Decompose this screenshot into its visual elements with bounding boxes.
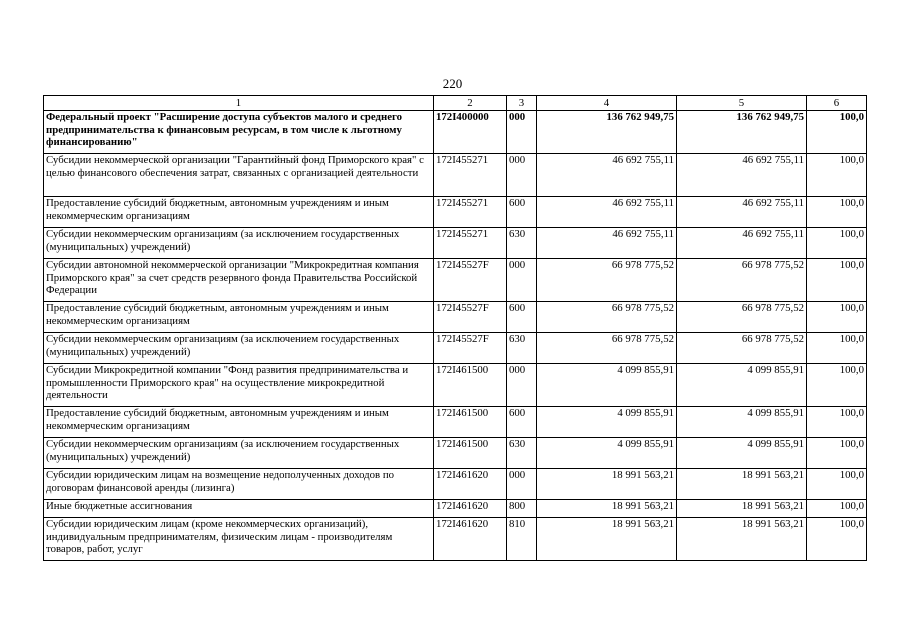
expense-type-code: 810 [507, 518, 537, 561]
row-description: Субсидии Микрокредитной компании "Фонд развития предпринимательства и промышленности Приморского края" на осуществление микрокредитной деятельности [44, 364, 434, 407]
percent-col6: 100,0 [807, 469, 867, 500]
percent-col6: 100,0 [807, 111, 867, 154]
header-row [44, 96, 867, 111]
amount-col4: 4 099 855,91 [537, 407, 677, 438]
expense-type-code: 000 [507, 469, 537, 500]
amount-col4: 66 978 775,52 [537, 333, 677, 364]
column-header: 5 [677, 96, 807, 111]
expense-type-code: 000 [507, 154, 537, 197]
target-article-code: 172I461500 [434, 438, 507, 469]
expense-type-code: 630 [507, 228, 537, 259]
table-body [44, 96, 867, 561]
amount-col4: 18 991 563,21 [537, 518, 677, 561]
amount-col4: 46 692 755,11 [537, 228, 677, 259]
amount-col5: 66 978 775,52 [677, 259, 807, 302]
row-description: Субсидии автономной некоммерческой организации "Микрокредитная компания Приморского края" за счет средств резервного фонда Правительства Российской Федерации [44, 259, 434, 302]
amount-col5: 18 991 563,21 [677, 500, 807, 518]
table-row [44, 438, 867, 469]
percent-col6: 100,0 [807, 518, 867, 561]
percent-col6: 100,0 [807, 438, 867, 469]
expense-type-code: 630 [507, 333, 537, 364]
expense-type-code: 800 [507, 500, 537, 518]
amount-col5: 4 099 855,91 [677, 364, 807, 407]
percent-col6: 100,0 [807, 197, 867, 228]
expense-type-code: 000 [507, 111, 537, 154]
expense-type-code: 000 [507, 259, 537, 302]
amount-col5: 66 978 775,52 [677, 333, 807, 364]
column-header: 4 [537, 96, 677, 111]
percent-col6: 100,0 [807, 259, 867, 302]
expense-type-code: 600 [507, 302, 537, 333]
table-row [44, 111, 867, 154]
amount-col4: 18 991 563,21 [537, 469, 677, 500]
table-row [44, 469, 867, 500]
amount-col4: 46 692 755,11 [537, 154, 677, 197]
percent-col6: 100,0 [807, 154, 867, 197]
target-article-code: 172I455271 [434, 197, 507, 228]
amount-col4: 46 692 755,11 [537, 197, 677, 228]
expense-type-code: 600 [507, 407, 537, 438]
amount-col5: 46 692 755,11 [677, 197, 807, 228]
row-description: Субсидии юридическим лицам на возмещение недополученных доходов по договорам финансовой аренды (лизинга) [44, 469, 434, 500]
expense-type-code: 630 [507, 438, 537, 469]
table-row [44, 259, 867, 302]
row-description: Субсидии некоммерческим организациям (за исключением государственных (муниципальных) учреждений) [44, 438, 434, 469]
table-row [44, 154, 867, 197]
target-article-code: 172I45527F [434, 302, 507, 333]
table-row [44, 197, 867, 228]
row-description: Субсидии юридическим лицам (кроме некоммерческих организаций), индивидуальным предпринимателям, физическим лицам - производителям товаров, работ, услуг [44, 518, 434, 561]
amount-col5: 4 099 855,91 [677, 438, 807, 469]
expense-type-code: 000 [507, 364, 537, 407]
percent-col6: 100,0 [807, 333, 867, 364]
amount-col5: 66 978 775,52 [677, 302, 807, 333]
target-article-code: 172I461500 [434, 407, 507, 438]
column-header: 3 [507, 96, 537, 111]
budget-table [43, 95, 867, 561]
table-row [44, 500, 867, 518]
table-row [44, 518, 867, 561]
table-row [44, 333, 867, 364]
column-header: 1 [44, 96, 434, 111]
percent-col6: 100,0 [807, 228, 867, 259]
amount-col5: 46 692 755,11 [677, 154, 807, 197]
table-row [44, 407, 867, 438]
target-article-code: 172I455271 [434, 228, 507, 259]
target-article-code: 172I45527F [434, 333, 507, 364]
page-number: 220 [442, 76, 463, 91]
amount-col4: 136 762 949,75 [537, 111, 677, 154]
percent-col6: 100,0 [807, 364, 867, 407]
amount-col5: 4 099 855,91 [677, 407, 807, 438]
target-article-code: 172I461620 [434, 469, 507, 500]
row-description: Предоставление субсидий бюджетным, автономным учреждениям и иным некоммерческим организациям [44, 302, 434, 333]
percent-col6: 100,0 [807, 302, 867, 333]
table-row [44, 228, 867, 259]
percent-col6: 100,0 [807, 500, 867, 518]
column-header: 6 [807, 96, 867, 111]
row-description: Предоставление субсидий бюджетным, автономным учреждениям и иным некоммерческим организациям [44, 197, 434, 228]
amount-col4: 4 099 855,91 [537, 438, 677, 469]
amount-col4: 4 099 855,91 [537, 364, 677, 407]
amount-col4: 66 978 775,52 [537, 302, 677, 333]
target-article-code: 172I400000 [434, 111, 507, 154]
row-description: Субсидии некоммерческой организации "Гарантийный фонд Приморского края" с целью финансового обеспечения затрат, связанных с организацией деятельности [44, 154, 434, 197]
expense-type-code: 600 [507, 197, 537, 228]
row-description: Федеральный проект "Расширение доступа субъектов малого и среднего предпринимательства к финансовым ресурсам, в том числе к льготному финансированию" [44, 111, 434, 154]
target-article-code: 172I461620 [434, 500, 507, 518]
row-description: Субсидии некоммерческим организациям (за исключением государственных (муниципальных) учреждений) [44, 333, 434, 364]
row-description: Предоставление субсидий бюджетным, автономным учреждениям и иным некоммерческим организациям [44, 407, 434, 438]
row-description: Субсидии некоммерческим организациям (за исключением государственных (муниципальных) учреждений) [44, 228, 434, 259]
target-article-code: 172I461500 [434, 364, 507, 407]
table-row [44, 364, 867, 407]
column-header: 2 [434, 96, 507, 111]
amount-col5: 18 991 563,21 [677, 518, 807, 561]
table-row [44, 302, 867, 333]
target-article-code: 172I45527F [434, 259, 507, 302]
target-article-code: 172I461620 [434, 518, 507, 561]
row-description: Иные бюджетные ассигнования [44, 500, 434, 518]
amount-col4: 66 978 775,52 [537, 259, 677, 302]
percent-col6: 100,0 [807, 407, 867, 438]
target-article-code: 172I455271 [434, 154, 507, 197]
amount-col5: 18 991 563,21 [677, 469, 807, 500]
amount-col5: 136 762 949,75 [677, 111, 807, 154]
amount-col4: 18 991 563,21 [537, 500, 677, 518]
amount-col5: 46 692 755,11 [677, 228, 807, 259]
